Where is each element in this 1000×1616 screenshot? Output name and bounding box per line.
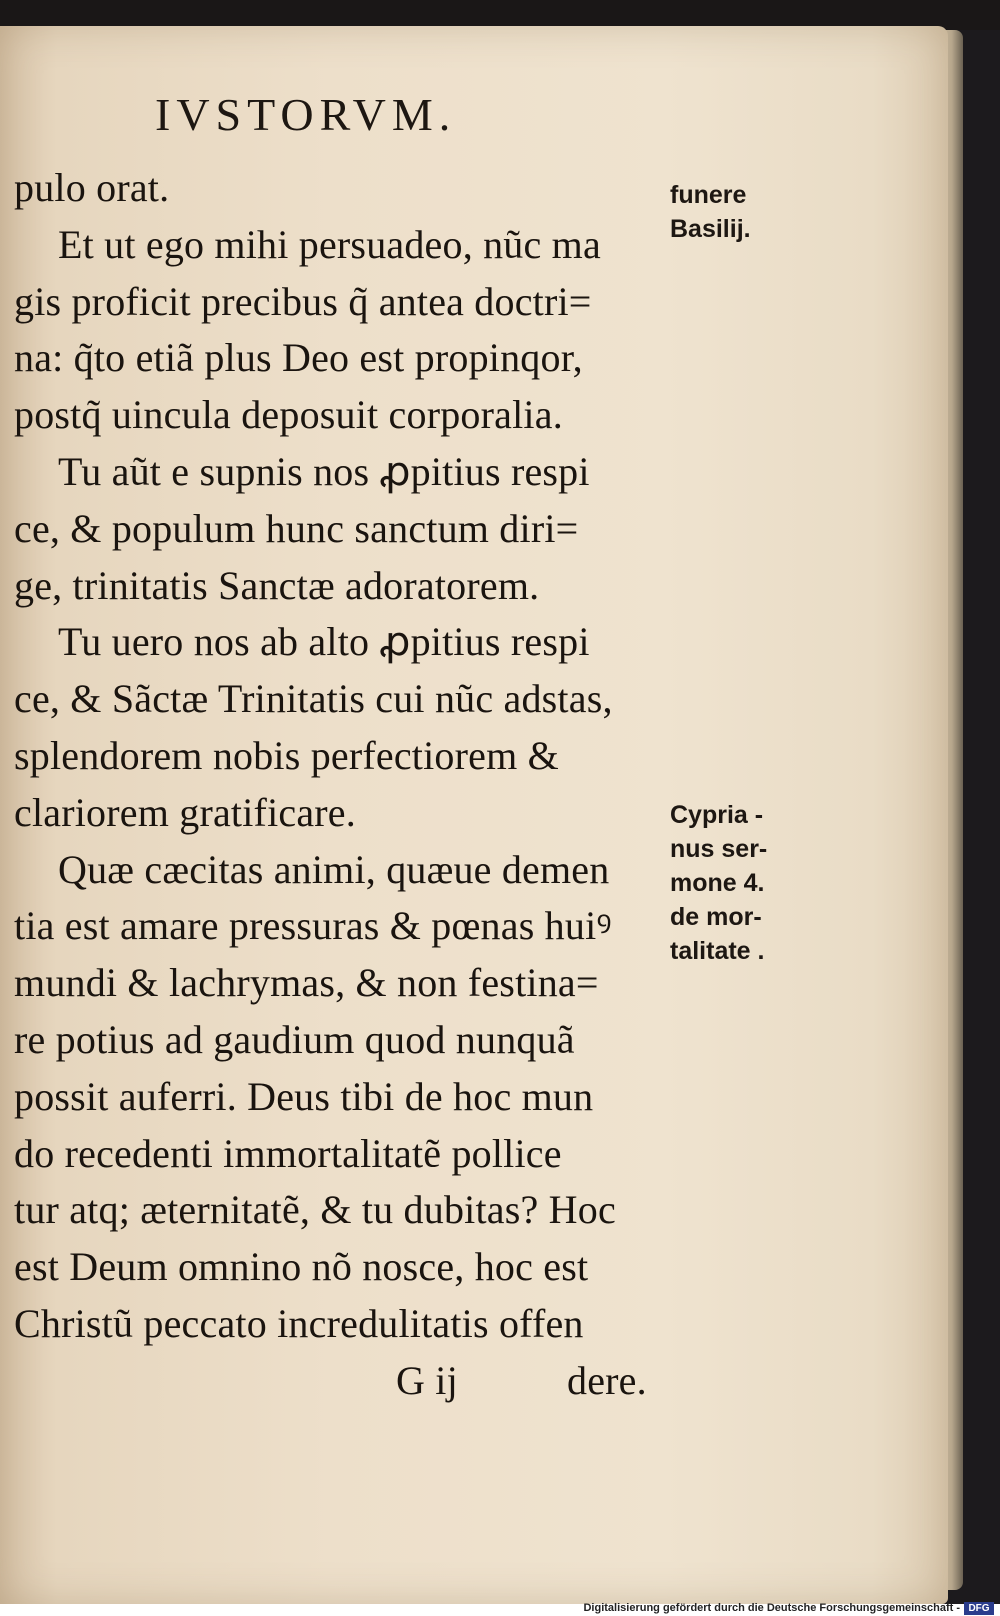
text-line: ce, & Sãctæ Trinitatis cui nũc adstas, [14, 676, 613, 722]
text-line: Tu uero nos ab alto ꝓpitius respi [58, 619, 590, 665]
margin-note-line: talitate . [670, 937, 765, 965]
text-line: splendorem nobis perfectiorem & [14, 732, 559, 778]
margin-note-line: Cypria - [670, 801, 764, 829]
text-line: ce, & populum hunc sanctum diri= [14, 505, 579, 551]
signature-mark: G ij [396, 1357, 458, 1403]
text-line: Quæ cæcitas animi, quæue demen [58, 846, 610, 892]
margin-note-line: mone 4. [670, 869, 765, 897]
text-line: Et ut ego mihi persuadeo, nũc ma [58, 221, 601, 267]
text-line: pulo orat. [14, 165, 170, 210]
text-line: clariorem gratificare. [14, 789, 356, 835]
text-line: mundi & lachrymas, & non festina= [14, 960, 599, 1006]
text-line: gis proficit precibus q̃ antea doctri= [14, 278, 592, 324]
text-line: est Deum omnino nõ nosce, hoc est [14, 1244, 589, 1290]
text-line: postq̃ uincula deposuit corporalia. [14, 392, 563, 438]
margin-note-cyprian [670, 798, 800, 968]
signature-line [14, 1353, 679, 1410]
text-line: ge, trinitatis Sanctæ adoratorem. [14, 562, 540, 608]
margin-note-line: nus ser- [670, 835, 768, 863]
text-line: possit auferri. Deus tibi de hoc mun [14, 1073, 594, 1119]
text-line: tur atq; æternitatẽ, & tu dubitas? Hoc [14, 1187, 616, 1233]
catchword: dere. [567, 1357, 647, 1403]
margin-note-line: funere [670, 181, 747, 209]
margin-note-line: de mor- [670, 903, 762, 931]
margin-note-line: Basilij. [670, 215, 751, 243]
text-line: do recedenti immortalitatẽ pollice [14, 1130, 562, 1176]
text-line: na: q̃to etiã plus Deo est propinqor, [14, 335, 583, 381]
text-line: Christũ peccato incredulitatis offen [14, 1300, 584, 1346]
text-line: Tu aũt e supnis nos ꝓpitius respi [58, 448, 590, 494]
main-text [14, 160, 679, 1410]
dfg-logo: DFG [964, 1602, 994, 1615]
funding-credit: Digitalisierung gefördert durch die Deutsche Forschungsgemeinschaft - [583, 1602, 960, 1614]
running-header: IVSTORVM. [155, 89, 457, 140]
text-line: tia est amare pressuras & pœnas huiꝰ [14, 903, 612, 949]
text-line: re potius ad gaudium quod nunquã [14, 1016, 575, 1062]
margin-note-basil [670, 178, 800, 246]
